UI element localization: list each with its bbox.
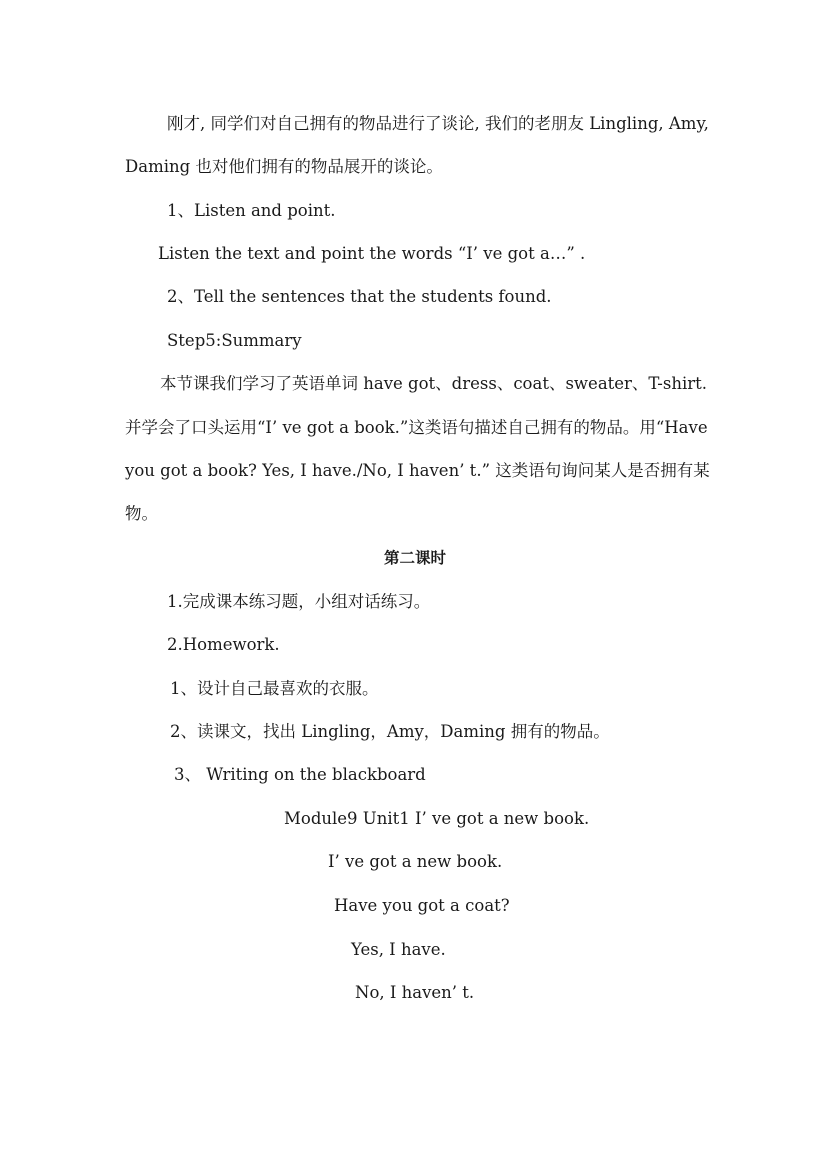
step5-heading: Step5:Summary [167,331,302,350]
intro-line-1: 刚才, 同学们对自己拥有的物品进行了谈论, 我们的老朋友 Lingling, Amy, [167,114,709,133]
summary-line-1: 本节课我们学习了英语单词 have got、dress、coat、sweater、T-shirt. [160,374,708,393]
homework-3: 3、 Writing on the blackboard [174,765,426,784]
summary-line-2: 并学会了口头运用“I’ ve got a book.”这类语句描述自己拥有的物品。用“Have [125,418,708,437]
lesson2-item-1: 1.完成课本练习题，小组对话练习。 [167,592,431,611]
intro-line-2: Daming 也对他们拥有的物品展开的谈论。 [125,157,443,176]
blackboard-line-3: Yes, I have. [351,940,446,959]
step-tell-sentences: 2、Tell the sentences that the students found. [167,287,552,306]
step-listen-point: 1、Listen and point. [167,201,336,220]
step-listen-detail: Listen the text and point the words “I’ ve got a…” . [158,244,586,263]
blackboard-line-1: I’ ve got a new book. [328,852,503,871]
blackboard-line-2: Have you got a coat? [334,896,510,915]
blackboard-line-4: No, I haven’ t. [355,983,475,1002]
lesson2-heading: 第二课时 [383,548,446,567]
homework-2: 2、读课文，找出 Lingling，Amy，Daming 拥有的物品。 [170,722,610,741]
homework-1: 1、设计自己最喜欢的衣服。 [170,679,379,698]
summary-line-3: you got a book? Yes, I have./No, I haven’ t.” 这类语句询问某人是否拥有某 [125,461,710,480]
lesson2-item-2: 2.Homework. [167,635,280,654]
blackboard-title: Module9 Unit1 I’ ve got a new book. [284,809,590,828]
summary-line-4: 物。 [125,504,158,523]
